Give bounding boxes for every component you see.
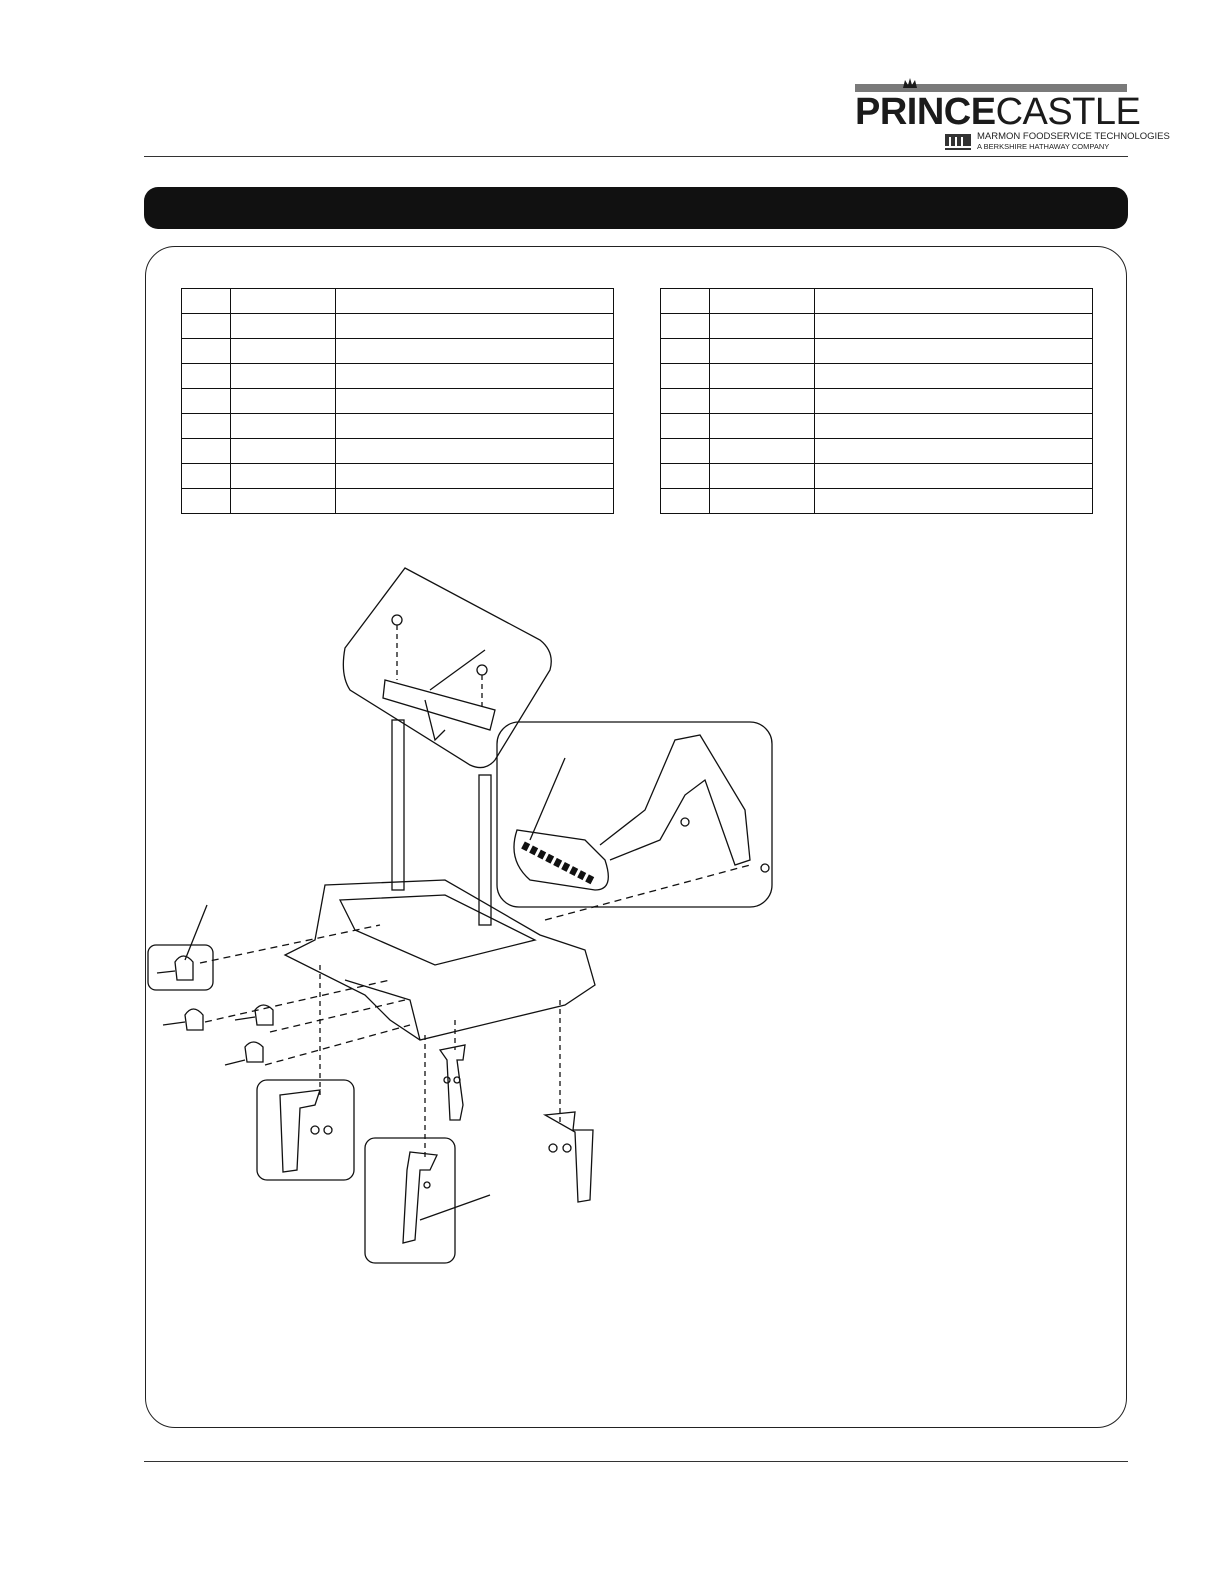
table-row <box>182 464 614 489</box>
table-row <box>182 489 614 514</box>
table-row <box>661 289 1093 314</box>
table-cell <box>710 289 815 314</box>
table-row <box>661 489 1093 514</box>
table-cell <box>182 414 231 439</box>
table-cell <box>182 489 231 514</box>
table-cell <box>336 389 614 414</box>
table-cell <box>661 489 710 514</box>
table-cell <box>815 389 1093 414</box>
crown-icon <box>903 78 917 88</box>
table-cell <box>815 339 1093 364</box>
logo-parent-company: MARMON FOODSERVICE TECHNOLOGIES <box>977 131 1170 142</box>
table-row <box>182 339 614 364</box>
table-cell <box>661 339 710 364</box>
table-cell <box>815 364 1093 389</box>
table-cell <box>815 489 1093 514</box>
table-cell <box>182 314 231 339</box>
table-row <box>182 289 614 314</box>
table-cell <box>661 314 710 339</box>
table-cell <box>661 464 710 489</box>
table-row <box>661 314 1093 339</box>
table-row <box>182 414 614 439</box>
table-row <box>661 364 1093 389</box>
table-cell <box>815 464 1093 489</box>
table-cell <box>815 414 1093 439</box>
table-row <box>182 389 614 414</box>
table-cell <box>231 314 336 339</box>
table-row <box>661 339 1093 364</box>
table-cell <box>182 464 231 489</box>
parts-table-right <box>660 288 1093 514</box>
table-cell <box>710 314 815 339</box>
footer-rule <box>144 1461 1128 1462</box>
table-row <box>182 439 614 464</box>
table-row <box>182 314 614 339</box>
table-cell <box>231 364 336 389</box>
table-cell <box>182 389 231 414</box>
table-cell <box>231 439 336 464</box>
table-cell <box>710 489 815 514</box>
table-cell <box>336 464 614 489</box>
table-cell <box>182 364 231 389</box>
table-cell <box>336 439 614 464</box>
table-cell <box>661 414 710 439</box>
marmon-m-icon <box>945 132 971 152</box>
exploded-assembly-diagram <box>145 560 785 1290</box>
table-cell <box>710 339 815 364</box>
table-cell <box>336 364 614 389</box>
table-cell <box>710 364 815 389</box>
table-cell <box>336 289 614 314</box>
table-cell <box>231 389 336 414</box>
table-cell <box>710 389 815 414</box>
table-cell <box>182 339 231 364</box>
table-cell <box>336 489 614 514</box>
table-cell <box>661 364 710 389</box>
table-row <box>661 464 1093 489</box>
table-cell <box>336 339 614 364</box>
logo-castle: CASTLE <box>995 91 1141 133</box>
table-cell <box>336 314 614 339</box>
table-cell <box>710 464 815 489</box>
table-cell <box>815 314 1093 339</box>
table-cell <box>231 339 336 364</box>
table-row <box>661 389 1093 414</box>
table-cell <box>231 414 336 439</box>
table-cell <box>231 489 336 514</box>
table-cell <box>182 439 231 464</box>
logo-prince: PRINCE <box>855 91 996 133</box>
table-row <box>661 414 1093 439</box>
section-title-bar <box>144 187 1128 229</box>
parts-table-left <box>181 288 614 514</box>
table-cell <box>231 464 336 489</box>
table-cell <box>231 289 336 314</box>
header-rule <box>144 156 1128 157</box>
table-cell <box>710 439 815 464</box>
table-row <box>661 439 1093 464</box>
table-cell <box>815 439 1093 464</box>
table-cell <box>661 439 710 464</box>
logo-parent-subtitle: A BERKSHIRE HATHAWAY COMPANY <box>977 142 1110 151</box>
table-cell <box>661 389 710 414</box>
logo-wordmark <box>855 92 1140 132</box>
prince-castle-logo <box>855 78 1170 154</box>
table-cell <box>661 289 710 314</box>
table-row <box>182 364 614 389</box>
table-cell <box>336 414 614 439</box>
table-cell <box>710 414 815 439</box>
table-cell <box>182 289 231 314</box>
table-cell <box>815 289 1093 314</box>
